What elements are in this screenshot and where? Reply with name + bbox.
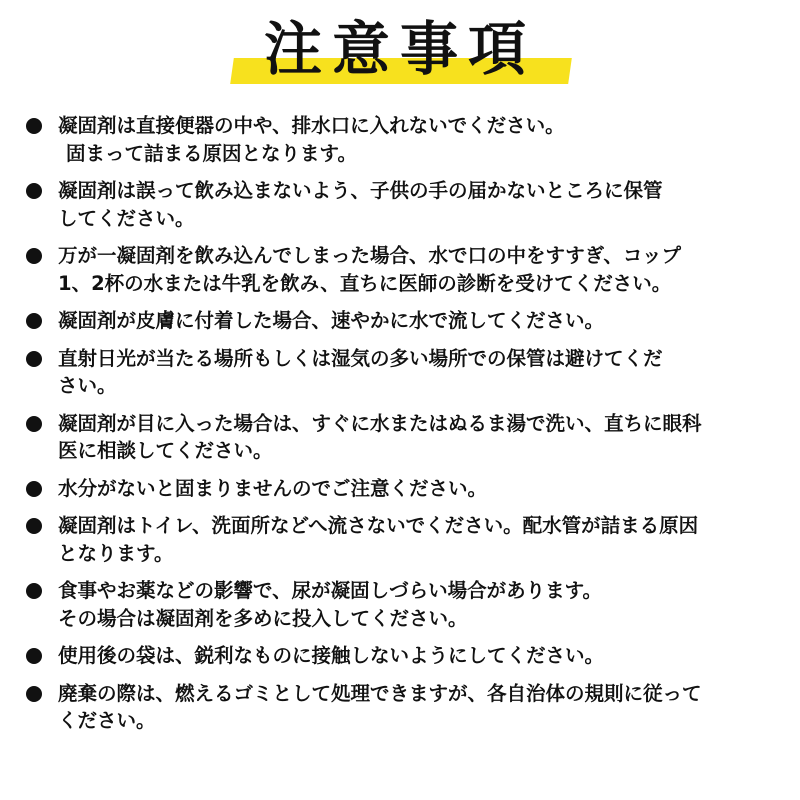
caution-text: 廃棄の際は、燃えるゴミとして処理できますが、各自治体の規則に従って: [58, 681, 702, 705]
caution-text: 使用後の袋は、鋭利なものに接触しないようにしてください。: [58, 644, 605, 667]
caution-item: [0, 345, 800, 400]
caution-text: 水分がないと固まりませんのでご注意ください。: [58, 476, 488, 500]
bullet-icon: [26, 518, 42, 534]
caution-text: 凝固剤は直接便器の中や、排水口に入れないでください。: [58, 114, 565, 137]
bullet-icon: [26, 583, 42, 599]
caution-text: 凝固剤が皮膚に付着した場合、速やかに水で流してください。: [58, 309, 605, 332]
caution-text: 食事やお薬などの影響で、尿が凝固しづらい場合があります。: [58, 579, 603, 602]
bullet-icon: [26, 648, 42, 664]
caution-item: [0, 577, 800, 632]
bullet-icon: [26, 351, 42, 367]
caution-text: 万が一凝固剤を飲み込んでしまった場合、水で口の中をすすぎ、コップ: [58, 244, 682, 267]
caution-text: 直射日光が当たる場所もしくは湿気の多い場所での保管は避けてくだ: [58, 346, 663, 370]
caution-item: [0, 112, 800, 167]
caution-text: 1、2杯の水または牛乳を飲み、直ちに医師の診断を受けてください。: [58, 271, 672, 295]
caution-text: 固まって詰まる原因となります。: [66, 141, 357, 165]
caution-item: [0, 642, 800, 670]
caution-text: してください。: [58, 206, 195, 230]
caution-item: [0, 307, 800, 335]
caution-text: 凝固剤が目に入った場合は、すぐに水またはぬるま湯で洗い、直ちに眼科: [58, 411, 702, 435]
caution-item: [0, 177, 800, 232]
bullet-icon: [26, 686, 42, 702]
caution-text: さい。: [58, 374, 117, 397]
caution-text: その場合は凝固剤を多めに投入してください。: [58, 606, 468, 630]
caution-item: [0, 410, 800, 465]
bullet-icon: [26, 481, 42, 497]
title-area: [0, 14, 800, 92]
caution-text: となります。: [58, 541, 174, 565]
caution-item: [0, 680, 800, 735]
caution-text: 医に相談してください。: [58, 439, 273, 462]
caution-text: 凝固剤は誤って飲み込まないよう、子供の手の届かないところに保管: [58, 179, 663, 202]
caution-item: [0, 475, 800, 503]
bullet-icon: [26, 416, 42, 432]
caution-list: [0, 112, 800, 745]
bullet-icon: [26, 183, 42, 199]
caution-text: ください。: [58, 709, 156, 732]
bullet-icon: [26, 313, 42, 329]
caution-item: [0, 242, 800, 297]
caution-item: [0, 512, 800, 567]
bullet-icon: [26, 118, 42, 134]
bullet-icon: [26, 248, 42, 264]
caution-text: 凝固剤はトイレ、洗面所などへ流さないでください。配水管が詰まる原因: [58, 514, 699, 537]
page-title: 注意事項: [263, 15, 536, 83]
